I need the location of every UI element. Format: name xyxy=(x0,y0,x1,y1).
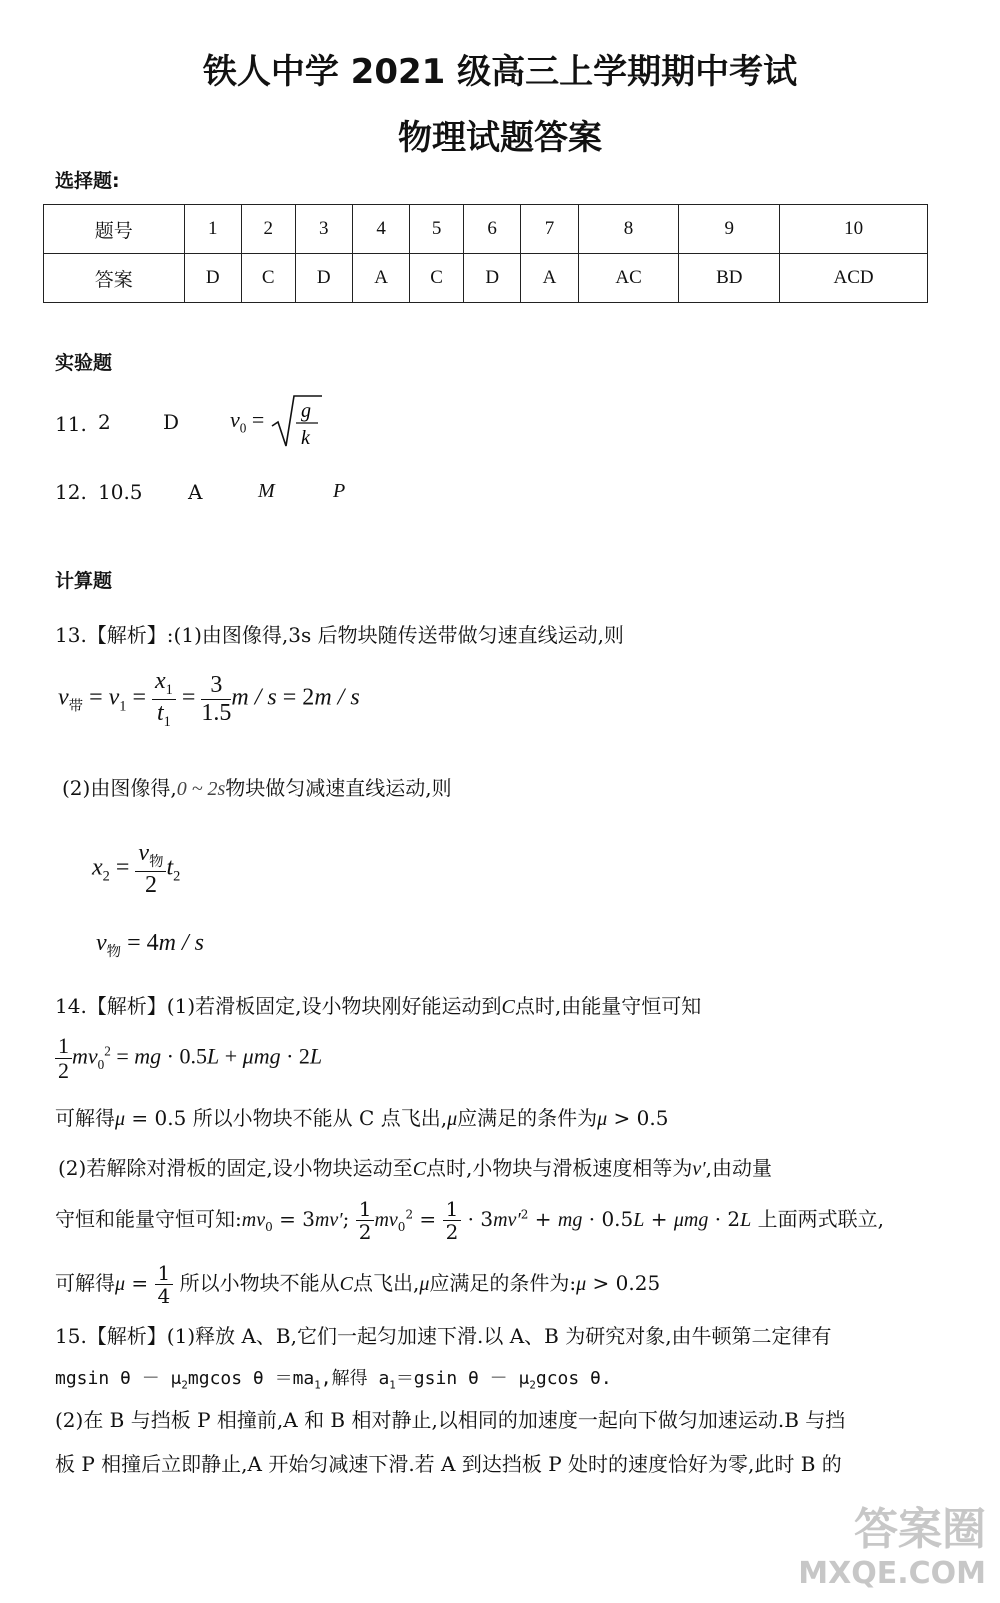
table-cell: AC xyxy=(578,254,679,303)
table-cell: 8 xyxy=(578,205,679,254)
svg-text:k: k xyxy=(300,427,310,449)
section-experiment: 实验题 xyxy=(55,352,113,374)
section-choice: 选择题: xyxy=(55,170,120,192)
q12-answer-2: A xyxy=(188,480,203,504)
table-row-answers xyxy=(44,254,928,303)
sqrt-g-over-k xyxy=(270,394,322,450)
table-cell: 10 xyxy=(780,205,928,254)
q15-line4: 板 P 相撞后立即静止,A 开始匀减速下滑.若 A 到达挡板 P 处时的速度恰好为零,此时 B 的 xyxy=(55,1452,842,1476)
watermark-logo: 答案圈 xyxy=(854,1504,986,1555)
table-cell: 6 xyxy=(464,205,521,254)
table-row-header: 题号 xyxy=(44,205,185,254)
table-cell: D xyxy=(295,254,352,303)
answer-table xyxy=(43,204,928,303)
q15-line3: (2)在 B 与挡板 P 相撞前,A 和 B 相对静止,以相同的加速度一起向下做匀加速运动.B 与挡 xyxy=(55,1408,846,1432)
q15-line2: mgsin $\theta - \mu_2mgcos$ $\theta =ma_1$,解得 $a_1=gsin$ $\theta - \mu_2gcos$ θ. xyxy=(55,1368,612,1392)
q14-formula-1: $\frac{1}{2}$ $mv_0^2$ = mg · 0.5L + μmg · 2L xyxy=(55,1034,322,1083)
q13-part2: (2)由图像得,0 ~ 2s物块做匀减速直线运动,则 xyxy=(62,776,452,800)
q13-formula-2: $x_2$ = $\frac{v_物}{2}$ $t_2$ xyxy=(92,840,181,898)
watermark-url: MXQE.COM xyxy=(798,1556,986,1591)
q12-answer-1: 10.5 xyxy=(98,480,143,504)
table-cell: 3 xyxy=(295,205,352,254)
table-cell: ACD xyxy=(780,254,928,303)
table-cell: A xyxy=(352,254,409,303)
q11-answer-2: D xyxy=(163,410,180,434)
table-cell: C xyxy=(241,254,295,303)
table-cell: 2 xyxy=(241,205,295,254)
q14-intro: 14.【解析】(1)若滑板固定,设小物块刚好能运动到C点时,由能量守恒可知 xyxy=(55,994,702,1018)
page-title: 铁人中学 2021 级高三上学期期中考试 xyxy=(202,52,798,92)
q12-number: 12. xyxy=(55,480,87,504)
q12-answer-3: M xyxy=(258,480,275,502)
q15-line1: 15.【解析】(1)释放 A、B,它们一起匀加速下滑.以 A、B 为研究对象,由牛顿第二定律有 xyxy=(55,1324,832,1348)
table-cell: 5 xyxy=(410,205,464,254)
section-calc: 计算题 xyxy=(55,570,113,592)
table-cell: BD xyxy=(679,254,780,303)
q11-number: 11. xyxy=(55,412,87,436)
table-cell: 9 xyxy=(679,205,780,254)
table-cell: 4 xyxy=(352,205,409,254)
svg-text:g: g xyxy=(300,400,311,422)
q13-formula-1: $v_带 = v_1$ = $\frac{x_1}{t_1}$ = $\frac{3}{1.5}$ m / s = 2m / s xyxy=(58,668,360,730)
q11-answer-1: 2 xyxy=(98,410,111,434)
q14-line3: 可解得μ = 0.5 所以小物块不能从 C 点飞出,μ应满足的条件为μ > 0.5 xyxy=(55,1106,669,1130)
table-cell: C xyxy=(410,254,464,303)
table-cell: 7 xyxy=(521,205,578,254)
table-row-header: 答案 xyxy=(44,254,185,303)
q13-formula-3: $v_物 = 4m / s$ xyxy=(96,930,204,960)
q12-answer-4: P xyxy=(333,480,346,502)
q11-formula: $v_0$ = g k xyxy=(230,394,322,450)
q14-line4: (2)若解除对滑板的固定,设小物块运动至C点时,小物块与滑板速度相等为v′,由动量 xyxy=(58,1156,773,1180)
table-cell: 1 xyxy=(184,205,241,254)
page-subtitle: 物理试题答案 xyxy=(398,118,602,158)
q14-line6: 可解得μ = $\frac{1}{4}$ 所以小物块不能从C点飞出,μ应满足的条件为:μ > 0.25 xyxy=(55,1261,661,1308)
table-row-numbers xyxy=(44,205,928,254)
table-cell: A xyxy=(521,254,578,303)
q13-intro: 13.【解析】:(1)由图像得,3s 后物块随传送带做匀速直线运动,则 xyxy=(55,623,624,647)
table-cell: D xyxy=(464,254,521,303)
table-cell: D xyxy=(184,254,241,303)
q14-line5: 守恒和能量守恒可知$:mv_0 = 3mv'$; $\frac{1}{2}$ $mv_0^2$ = $\frac{1}{2}$ · $3mv'^2$ + mg · 0.5L + μmg · 2L 上面两式联立, xyxy=(55,1197,884,1244)
